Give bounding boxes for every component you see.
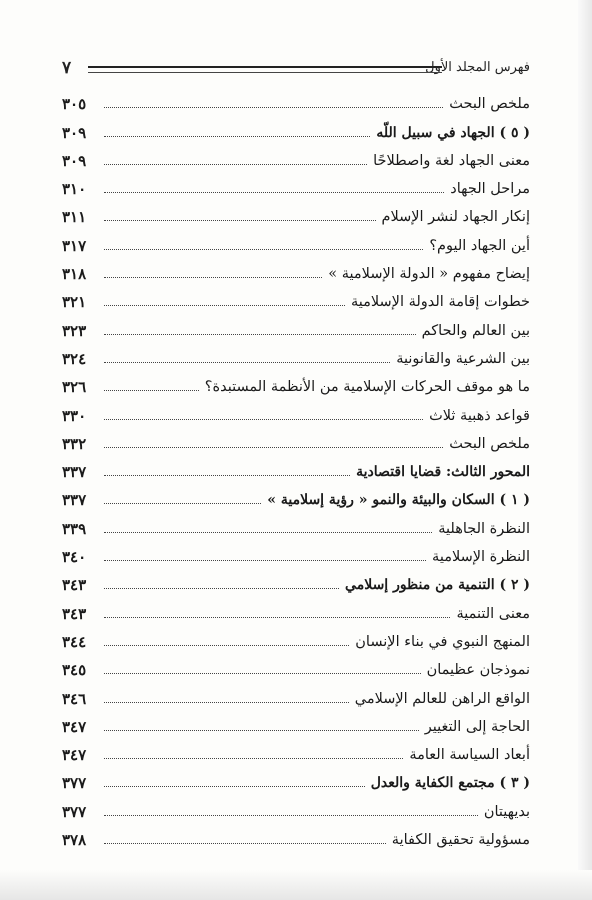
toc-entry-title: المنهج النبوي في بناء الإنسان [355,633,530,650]
toc-entry [62,454,530,482]
toc-entry [62,737,530,765]
toc-entry-title: مراحل الجهاد [450,181,530,198]
toc-entry-title: ( ١ ) السكان والبيئة والنمو « رؤية إسلامية » [267,492,530,509]
dot-leader [104,702,349,703]
toc-entry-title: خطوات إقامة الدولة الإسلامية [350,294,530,311]
dot-leader [104,419,423,420]
dot-leader [104,277,322,278]
page-edge-shadow [578,0,592,900]
dot-leader [104,645,349,646]
header-rule-thin [88,72,442,73]
toc-entry-page: ٣٧٨ [62,831,87,850]
toc-entry [62,709,530,737]
toc-entry-title: النظرة الإسلامية [432,549,530,566]
dot-leader [104,447,443,448]
running-title: فهرس المجلد الأول [425,60,530,75]
toc-entry [62,426,530,454]
dot-leader [104,503,261,504]
toc-entry [62,567,530,595]
toc-entry [62,114,530,142]
toc-entry [62,199,530,227]
toc-entry-title: بديهيتان [483,803,530,820]
toc-entry-title: معنى التنمية [456,605,530,622]
dot-leader [104,334,416,335]
toc-entry [62,624,530,652]
toc-entry [62,652,530,680]
toc-entry-title: ما هو موقف الحركات الإسلامية من الأنظمة المستبدة؟ [204,379,530,396]
toc-entry [62,510,530,538]
dot-leader [104,390,199,391]
page-number: ٧ [62,58,72,78]
dot-leader [104,617,450,618]
toc-entry-page: ٣٠٩ [62,123,87,142]
toc-entry [62,822,530,850]
toc-entry-title: نموذجان عظيمان [426,662,530,679]
toc-entry-title: معنى الجهاد لغة واصطلاحًا [373,152,530,169]
toc-entry-title: المحور الثالث: قضايا اقتصادية [356,464,530,481]
toc-entry-page: ٣٤٦ [62,689,87,708]
toc-entry-title: مسؤولية تحقيق الكفاية [391,832,530,849]
toc-entry-page: ٣٣٢ [62,434,87,453]
toc-entry-page: ٣٢١ [62,293,87,312]
toc-entry-title: قواعد ذهبية ثلاث [429,407,530,424]
toc-entry [62,793,530,821]
page-header [62,58,530,82]
toc-entry-page: ٣١٠ [62,180,87,199]
toc-entry-page: ٣٣٠ [62,406,87,425]
toc-entry-page: ٣٤٣ [62,576,87,595]
toc-entry-title: ( ٥ ) الجهاد في سبيل اللّه [376,124,530,141]
toc-entry-title: إنكار الجهاد لنشر الإسلام [381,209,530,226]
dot-leader [104,786,365,787]
toc-entry [62,680,530,708]
toc-entry [62,397,530,425]
dot-leader [104,843,386,844]
dot-leader [104,362,390,363]
toc-entry-page: ٣٣٩ [62,519,87,538]
toc-entry [62,539,530,567]
dot-leader [104,673,421,674]
toc-entry-page: ٣٠٥ [62,95,87,114]
toc-entry-title: بين العالم والحاكم [421,322,530,339]
toc-entry [62,341,530,369]
toc-entry-title: أبعاد السياسة العامة [409,747,530,764]
toc-entry [62,765,530,793]
toc-entry-title: الواقع الراهن للعالم الإسلامي [354,690,530,707]
dot-leader [104,136,370,137]
dot-leader [104,249,423,250]
toc-entry-page: ٣٤٣ [62,604,87,623]
dot-leader [104,107,443,108]
dot-leader [104,532,432,533]
dot-leader [104,730,419,731]
toc-entry [62,595,530,623]
dot-leader [104,815,478,816]
dot-leader [104,192,444,193]
toc-entry [62,227,530,255]
toc-entry-page: ٣٤٥ [62,661,87,680]
toc-entry-title: النظرة الجاهلية [438,520,530,537]
toc-entry-page: ٣٤٠ [62,548,87,567]
toc-entry [62,312,530,340]
toc-entry [62,171,530,199]
toc-entry-title: بين الشرعية والقانونية [396,350,530,367]
toc-entry-page: ٣٣٧ [62,463,87,482]
toc-entry-page: ٣٧٧ [62,802,87,821]
toc-entry-title: ملخص البحث [449,96,530,113]
toc-entry-title: إيضاح مفهوم « الدولة الإسلامية » [328,266,530,283]
toc-entry-page: ٣٣٧ [62,491,87,510]
toc-entry [62,86,530,114]
toc-entry-page: ٣٢٤ [62,349,87,368]
toc-entry [62,143,530,171]
dot-leader [104,220,376,221]
toc-entry-title: ( ٢ ) التنمية من منظور إسلامي [345,577,530,594]
toc-entry-page: ٣٤٧ [62,717,87,736]
header-rule [88,66,442,68]
toc-entry-title: ملخص البحث [449,435,530,452]
toc-entry [62,284,530,312]
toc-entry-title: الحاجة إلى التغيير [424,718,530,735]
dot-leader [104,305,345,306]
dot-leader [104,164,367,165]
toc-entry-page: ٣١٨ [62,265,87,284]
toc-entry-page: ٣٤٧ [62,746,87,765]
toc-entry-page: ٣٢٦ [62,378,87,397]
toc-entry [62,369,530,397]
toc-entry-title: أين الجهاد اليوم؟ [429,237,530,254]
toc-entry-page: ٣٠٩ [62,151,87,170]
toc-entry-page: ٣٧٧ [62,774,87,793]
toc-entry [62,482,530,510]
dot-leader [104,475,350,476]
dot-leader [104,560,426,561]
toc-entry [62,256,530,284]
toc-entry-page: ٣٢٣ [62,321,87,340]
table-of-contents [62,86,530,850]
dot-leader [104,758,403,759]
toc-entry-page: ٣١١ [62,208,87,227]
toc-entry-title: ( ٣ ) مجتمع الكفاية والعدل [370,775,530,792]
toc-entry-page: ٣٤٤ [62,632,87,651]
page-bottom-shadow [0,870,592,900]
toc-entry-page: ٣١٧ [62,236,87,255]
dot-leader [104,588,339,589]
